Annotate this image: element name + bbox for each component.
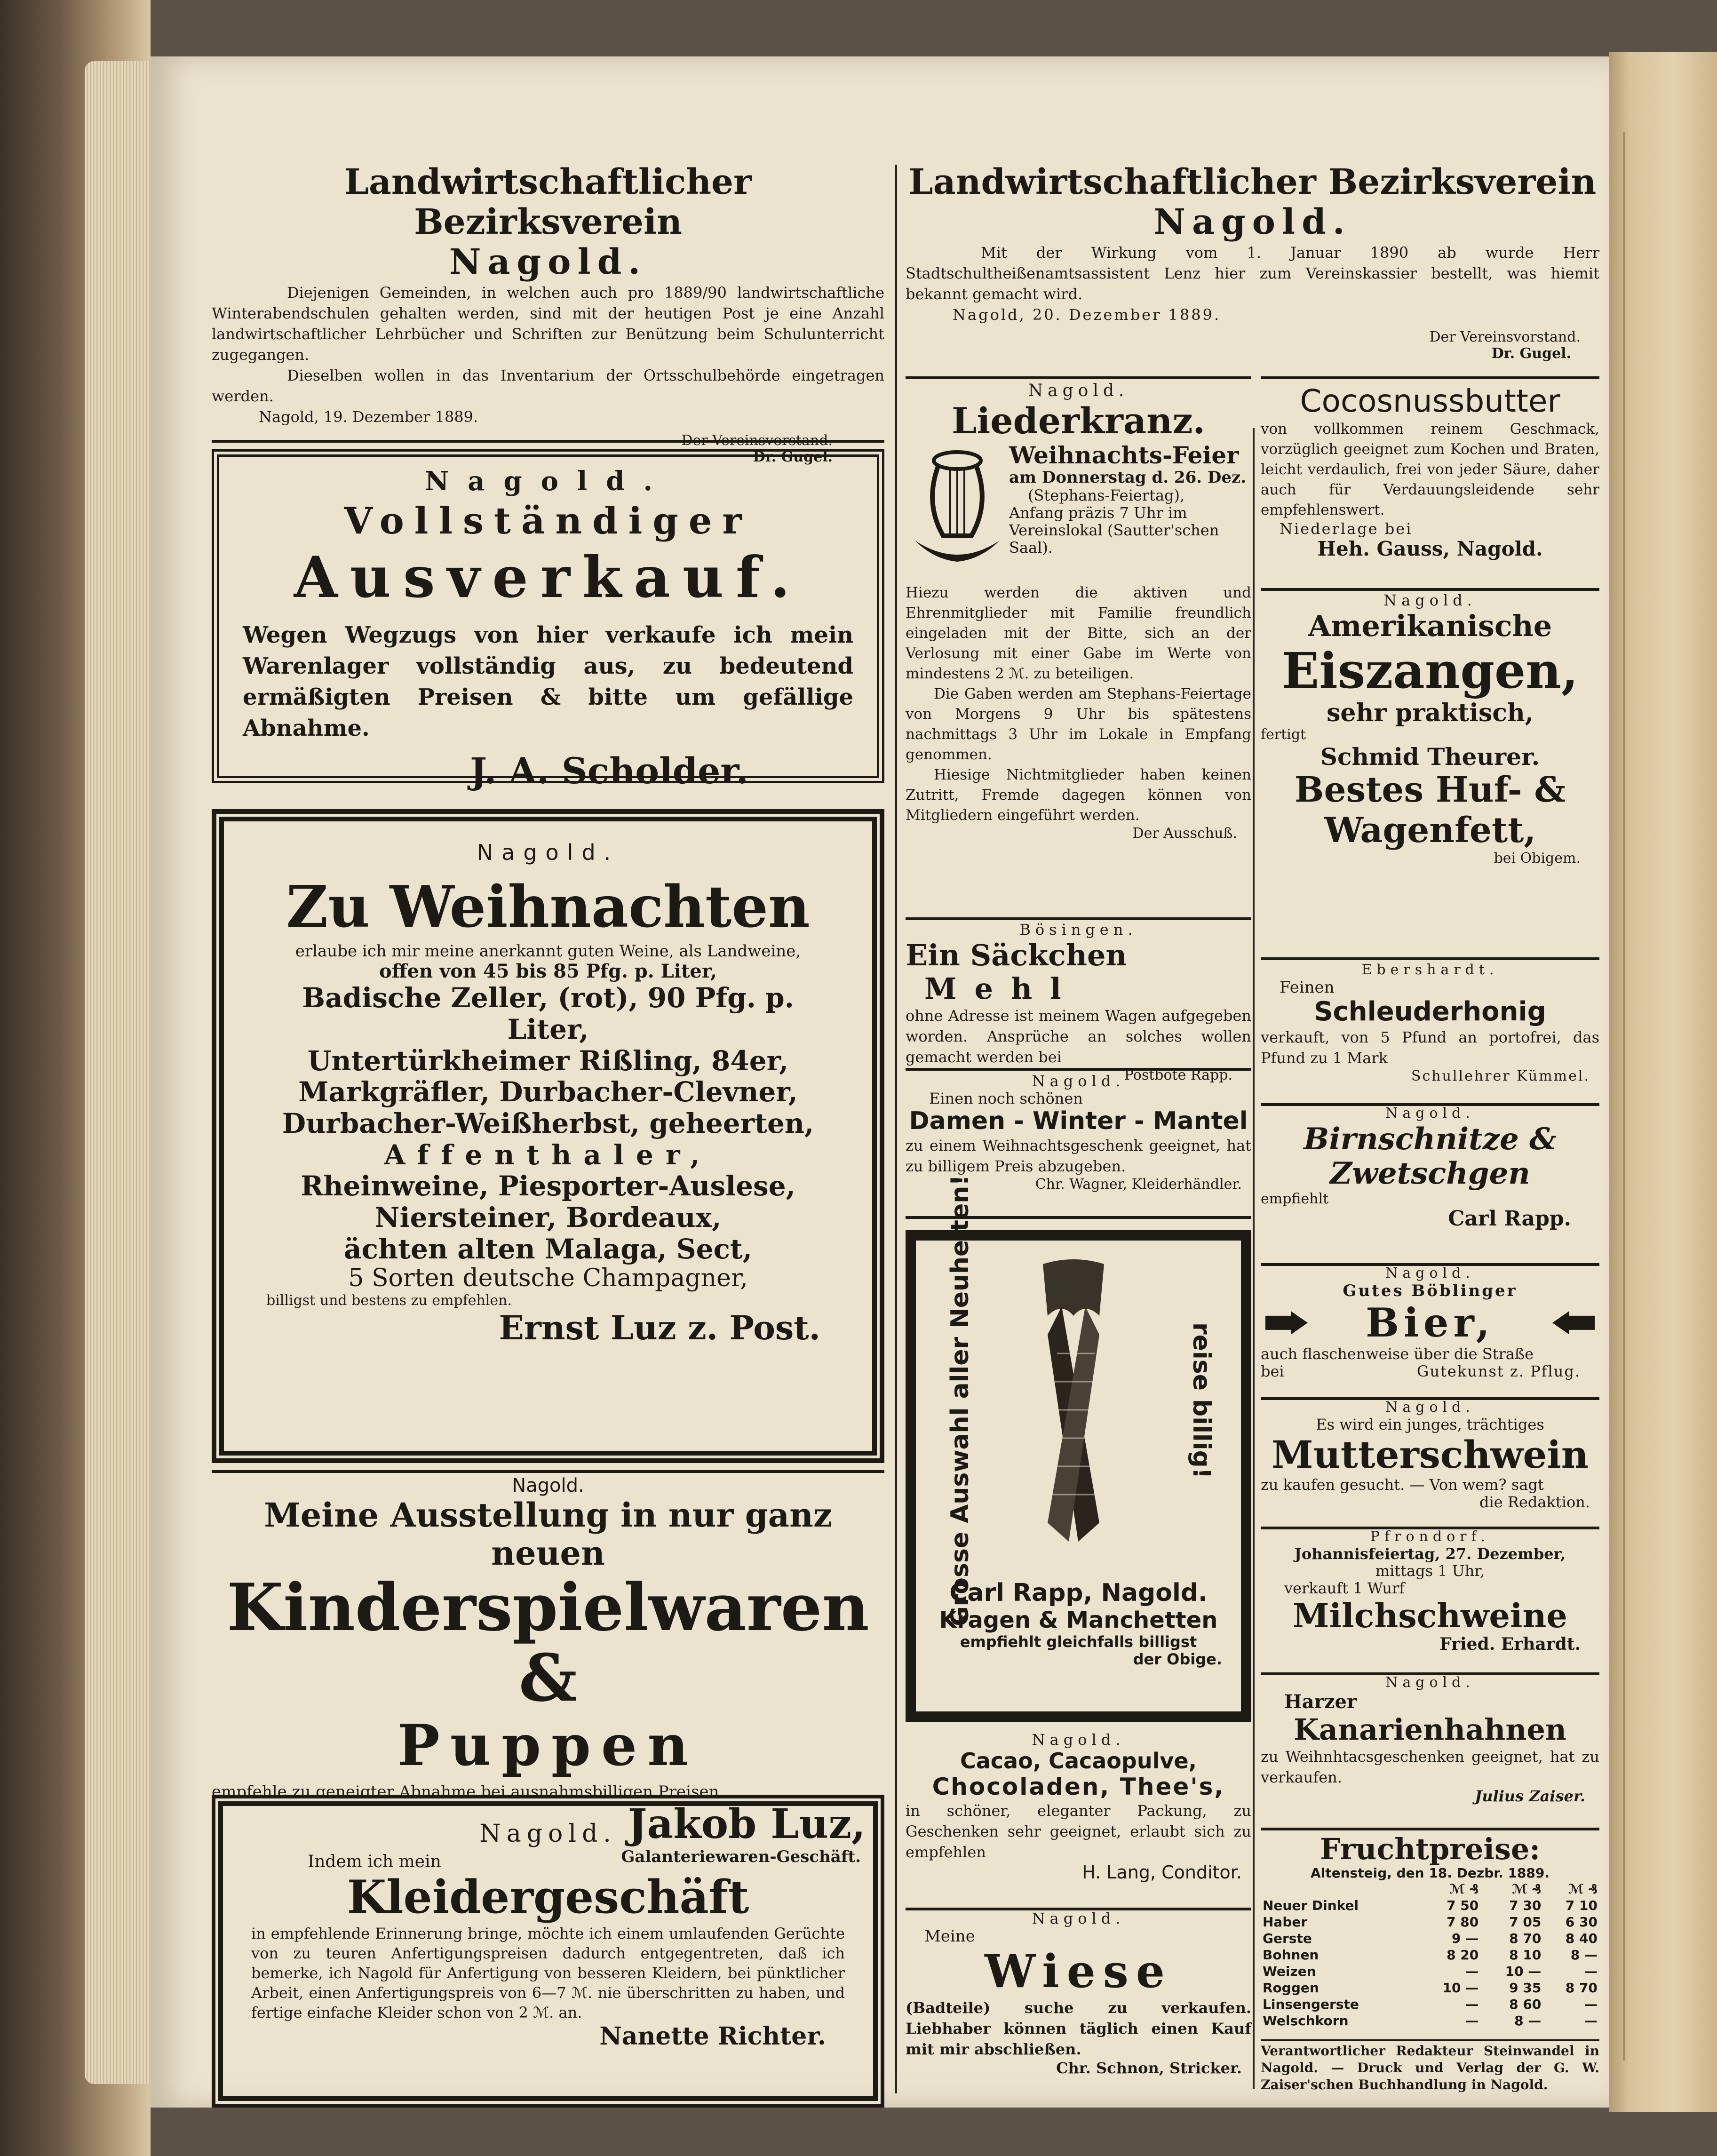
divider	[1261, 2039, 1599, 2041]
ad-signature-role: Der Vereinsvorstand.	[681, 432, 833, 449]
price-low: 8 40	[1565, 1931, 1598, 1947]
ad-bezirksverein-1	[212, 162, 884, 465]
ad-town: Nagold.	[1032, 1072, 1125, 1090]
ad-text: Amerikanische	[1308, 608, 1552, 643]
ad-text: empfehle zu geneigter Abnahme bei ausnahmsbilligen Preisen.	[212, 1782, 724, 1801]
ad-signature-role: Der Vereinsvorstand.	[1429, 329, 1581, 345]
wine-item: Affenthaler,	[384, 1138, 712, 1171]
table-row	[1261, 2013, 1599, 2029]
price-mid: 9 35	[1509, 1980, 1542, 1996]
divider	[212, 440, 884, 443]
ad-text: Feinen	[1280, 978, 1335, 997]
ad-text: zu kaufen gesucht. — Von wem? sagt	[1261, 1476, 1544, 1494]
grain-name: Gerste	[1263, 1931, 1312, 1947]
ad-title: Bier,	[1366, 1299, 1494, 1346]
ad-town: Nagold.	[1385, 1265, 1475, 1281]
price-mid: 8 —	[1514, 2013, 1542, 2029]
wine-item: 5 Sorten deutsche Champagner,	[348, 1264, 748, 1293]
ad-text: der Obige.	[1133, 1650, 1222, 1668]
ad-text: die Redaktion.	[1479, 1493, 1590, 1512]
ad-town: Nagold.	[479, 1820, 617, 1848]
ad-text: Saal).	[1009, 538, 1053, 557]
ad-merchant: Carl Rapp, Nagold.	[949, 1579, 1208, 1607]
scarf-illustration	[1029, 1259, 1118, 1546]
price-mid: 10 —	[1505, 1964, 1542, 1980]
ad-signature: H. Lang, Conditor.	[1082, 1862, 1242, 1883]
ad-side-text: Grosse Auswahl aller Neuheiten!	[946, 1174, 975, 1627]
ad-signature: Postbote Rapp.	[1124, 1067, 1232, 1084]
price-mid: 7 30	[1509, 1898, 1542, 1914]
ad-text: (Stephans-Feiertag),	[1028, 486, 1185, 505]
ad-town: Nagold.	[512, 1475, 584, 1496]
ad-text: empfiehlt	[1261, 1190, 1329, 1207]
ad-schleuderhonig	[1261, 962, 1599, 1084]
column-rule	[1253, 428, 1255, 2089]
ad-title: Kanarienhahnen	[1294, 1712, 1566, 1747]
fruchtpreise-table	[1261, 1832, 1599, 2029]
table-row	[1261, 1996, 1599, 2013]
price-low: 8 70	[1565, 1980, 1598, 1996]
ad-text: Niederlage bei	[1280, 519, 1413, 538]
table-header-row	[1261, 1881, 1599, 1897]
pointing-hand-icon	[1552, 1311, 1595, 1335]
ad-signature: Der Ausschuß.	[1132, 825, 1237, 842]
divider	[906, 1068, 1251, 1071]
ad-text: Es wird ein junges, trächtiges	[1316, 1415, 1544, 1433]
ad-text: Indem ich mein	[308, 1852, 441, 1871]
ad-text: Diejenigen Gemeinden, in welchen auch pro 1889/90 landwirtschaftliche Winterabendschulen gehalten werden, sind mit der heutigen Post je eine Anzahl landwirtschaftlicher Lehrbücher und Schriften zur Benützung beim Schulunterricht zugegangen.	[212, 284, 884, 364]
wine-item: Untertürkheimer Rißling, 84er,	[307, 1044, 789, 1077]
price-high: 10 —	[1442, 1980, 1479, 1996]
divider	[1261, 957, 1599, 960]
ad-signature: Schullehrer Kümmel.	[1411, 1067, 1590, 1084]
ad-text: am Donnerstag d. 26. Dez.	[1009, 468, 1247, 487]
ad-birnschnitze	[1261, 1106, 1599, 1231]
ad-text: sehr praktisch,	[1327, 698, 1534, 727]
ad-title: Bestes Huf- &	[1294, 770, 1566, 811]
ad-title: Landwirtschaftlicher Bezirksverein	[908, 162, 1597, 202]
ad-title: Kleidergeschäft	[347, 1870, 749, 1924]
ad-bezirksverein-2-signature	[1261, 329, 1599, 362]
ad-title: Zwetschgen	[1330, 1156, 1530, 1192]
price-high: 7 50	[1447, 1898, 1479, 1914]
grain-name: Neuer Dinkel	[1263, 1898, 1359, 1914]
price-low: 7 10	[1565, 1898, 1598, 1914]
imprint-text: Verantwortlicher Redakteur Steinwandel in Nagold. — Druck und Verlag der G. W. Zaiser'schen Buchhandlung in Nagold.	[1261, 2043, 1599, 2092]
ad-text: Vereinslokal (Sautter'schen	[1009, 521, 1219, 539]
ad-town: Nagold.	[1032, 1731, 1125, 1749]
ad-title: Damen - Winter - Mantel	[909, 1106, 1248, 1135]
price-high: 8 20	[1447, 1947, 1479, 1963]
wine-item: Niersteiner, Bordeaux,	[374, 1201, 722, 1234]
ad-title: Liederkranz.	[951, 400, 1205, 442]
column-rule	[895, 165, 897, 2093]
price-mid: 8 10	[1509, 1947, 1542, 1963]
pointing-hand-icon	[1265, 1311, 1308, 1335]
price-low: —	[1584, 1997, 1598, 2013]
ad-mehl	[906, 921, 1251, 1084]
ad-text: auch flaschenweise über die Straße	[1261, 1345, 1534, 1363]
ad-milchschweine	[1261, 1529, 1599, 1655]
ad-text: Meine Ausstellung in nur ganz neuen	[264, 1496, 832, 1573]
ad-text: Hiezu werden die aktiven und Ehrenmitglieder mit Familie freundlich eingeladen mit der Bitte, sich an der Verlosung mit einer Gabe im Werte von mindestens 2 ℳ. zu beteiligen.	[906, 584, 1251, 682]
price-low: 8 —	[1570, 1947, 1598, 1963]
page-edges	[85, 61, 160, 2084]
ad-town: Nagold.	[449, 242, 647, 283]
grain-name: Weizen	[1263, 1964, 1316, 1980]
ad-side-text: reise billig!	[1187, 1322, 1216, 1479]
ad-text: in empfehlende Erinnerung bringe, möchte ich einem umlaufenden Gerüchte von zu teuren Anfertigungspreisen dadurch entgegentreten, daß ich bemerke, ich Nagold für Anfertigung von besseren Kleidern, bei pünktlicher Arbeit, einen Anfertigungspreis von 6—7 ℳ. nie überschritten zu haben, und fertige einfache Kleider schon von 2 ℳ. an.	[251, 1924, 845, 2021]
ad-signature-name: Dr. Gugel.	[1491, 345, 1571, 362]
ad-merchant: Gutekunst z. Pflug.	[1416, 1362, 1581, 1380]
ad-eiszangen	[1261, 592, 1599, 867]
grain-name: Welschkorn	[1263, 2013, 1349, 2029]
grain-name: Bohnen	[1263, 1947, 1319, 1963]
divider	[1261, 588, 1599, 591]
ad-merchant: Schmid Theurer.	[1320, 742, 1540, 771]
ad-bier	[1261, 1265, 1599, 1380]
ad-signature-name: Dr. Gugel.	[753, 448, 833, 465]
ad-liederkranz	[906, 381, 1251, 842]
divider	[212, 1470, 884, 1473]
price-low: 6 30	[1565, 1914, 1598, 1930]
ad-signature: Chr. Wagner, Kleiderhändler.	[1035, 1176, 1242, 1193]
ad-text: verkauft 1 Wurf	[1284, 1579, 1405, 1598]
ad-subtitle: Weihnachts-Feier	[1009, 441, 1239, 469]
imprint	[1261, 2043, 1599, 2093]
ad-title: Schleuderhonig	[1314, 996, 1546, 1027]
ad-title: Chocoladen, Thee's,	[932, 1773, 1225, 1800]
ad-text: Mit der Wirkung vom 1. Januar 1890 ab wurde Herr Stadtschultheißenamtsassistent Lenz hier zum Vereinskassier bestellt, was hiemit bekannt gemacht wird.	[906, 244, 1599, 303]
ad-mutterschwein	[1261, 1400, 1599, 1511]
column-header: ℳ ₰	[1511, 1881, 1542, 1897]
price-table	[1261, 1881, 1599, 2029]
ad-title: Birnschnitze &	[1304, 1121, 1557, 1157]
ad-weihnachten-weine	[212, 809, 884, 1463]
table-subtitle: Altensteig, den 18. Dezbr. 1889.	[1310, 1865, 1550, 1881]
ad-cacao	[906, 1731, 1251, 1883]
ad-text: (Badteile) suche zu verkaufen. Liebhaber können täglich einen Kauf mit mir abschließen.	[906, 1999, 1251, 2059]
ad-ausverkauf	[212, 449, 884, 792]
price-high: —	[1465, 1964, 1479, 1980]
wine-item: ächten alten Malaga, Sect,	[344, 1233, 752, 1265]
ad-date: Nagold, 20. Dezember 1889.	[953, 306, 1221, 324]
divider	[1261, 1828, 1599, 1830]
ad-merchant: Nanette Richter.	[599, 2021, 826, 2051]
ad-merchant: Heh. Gauss, Nagold.	[1317, 537, 1543, 560]
price-low: —	[1584, 2013, 1598, 2029]
ad-text: Meine	[924, 1926, 975, 1946]
ad-town: Nagold.	[1153, 202, 1351, 243]
ad-title-mehl: Mehl	[924, 971, 1079, 1006]
ad-wiese	[906, 1910, 1251, 2077]
ad-text: ohne Adresse ist meinem Wagen aufgegeben worden. Ansprüche an solches wollen gemacht werden bei	[906, 1007, 1251, 1066]
ad-text: fertigt	[1261, 726, 1306, 743]
ad-text: Dieselben wollen in das Inventarium der Ortsschulbehörde eingetragen werden.	[212, 366, 884, 406]
ad-town: Pfrondorf.	[1370, 1528, 1490, 1545]
table-row	[1261, 1947, 1599, 1963]
ad-kleidergeschaeft	[212, 1795, 884, 2108]
ad-signature: Fried. Erhardt.	[1439, 1634, 1581, 1655]
price-high: 7 80	[1447, 1914, 1479, 1930]
ad-text: zu Weihnhtacsgeschenken geeignet, hat zu verkaufen.	[1261, 1747, 1599, 1786]
grain-name: Roggen	[1263, 1980, 1319, 1996]
ad-text: Johannisfeiertag, 27. Dezember,	[1294, 1544, 1566, 1563]
wine-item: Markgräfler, Durbacher-Clevner,	[298, 1076, 798, 1108]
table-row	[1261, 1930, 1599, 1947]
table-row	[1261, 1897, 1599, 1914]
ad-title: Eiszangen,	[1281, 642, 1579, 700]
ad-text: Harzer	[1284, 1690, 1357, 1713]
ad-title: Kinderspielwaren &	[227, 1569, 869, 1716]
grain-name: Linsengerste	[1263, 1997, 1359, 2013]
ad-signature: Chr. Schnon, Stricker.	[1056, 2059, 1242, 2077]
ad-text: billigst und bestens zu empfehlen.	[266, 1292, 512, 1309]
price-mid: 7 05	[1509, 1914, 1542, 1930]
ad-title: Puppen	[397, 1712, 699, 1779]
ad-town: Bösingen.	[1019, 921, 1137, 939]
ad-town: Nagold.	[1385, 1399, 1475, 1416]
column-header: ℳ ₰	[1449, 1881, 1479, 1897]
ad-text: Gutes Böblinger	[1343, 1281, 1518, 1300]
table-row	[1261, 1980, 1599, 1996]
ad-text: in schöner, eleganter Packung, zu Geschenken sehr geeignet, erlaubt sich zu empfehlen	[906, 1802, 1251, 1862]
ad-merchant: Ernst Luz z. Post.	[499, 1308, 820, 1347]
ad-text: bei Obigem.	[1494, 850, 1581, 867]
ad-title: Cocosnussbutter	[1300, 383, 1560, 419]
divider	[906, 917, 1251, 920]
wine-item: Rheinweine, Piesporter-Auslese,	[301, 1170, 795, 1202]
ad-kanarienhahnen	[1261, 1675, 1599, 1805]
ad-subtitle: Vollständiger	[344, 500, 752, 543]
price-high: 9 —	[1452, 1931, 1479, 1947]
wine-item: Badische Zeller, (rot), 90 Pfg. p. Liter,	[302, 982, 794, 1045]
price-high: —	[1465, 1997, 1479, 2013]
next-page-edge	[1609, 52, 1717, 2112]
ad-signature: Julius Zaiser.	[1475, 1787, 1585, 1805]
divider	[1261, 376, 1599, 379]
table-row	[1261, 1914, 1599, 1930]
grain-name: Haber	[1263, 1914, 1308, 1930]
ad-town: Nagold.	[1385, 1105, 1475, 1122]
price-low: —	[1584, 1964, 1598, 1980]
ad-title: Landwirtschaftlicher Bezirksverein	[344, 162, 752, 243]
ad-text: erlaube ich mir meine anerkannt guten Weine, als Landweine,	[295, 942, 801, 961]
divider	[906, 376, 1251, 379]
price-mid: 8 70	[1509, 1931, 1542, 1947]
ad-town: Nagold.	[425, 466, 671, 497]
ad-text: Wegen Wegzugs von hier verkaufe ich mein Warenlager vollständig aus, zu bedeutend ermäßigten Preisen & bitte um gefällige Abnahme.	[243, 622, 853, 742]
ad-text: zu einem Weihnachtsgeschenk geeignet, hat zu billigem Preis abzugeben.	[906, 1137, 1251, 1176]
ad-merchant: Jakob Luz,	[628, 1800, 866, 1848]
ad-text: empfiehlt gleichfalls billigst	[960, 1632, 1197, 1651]
ad-title: Ausverkauf.	[294, 544, 803, 611]
column-header: ℳ ₰	[1568, 1881, 1598, 1897]
table-title: Fruchtpreise:	[1320, 1832, 1541, 1866]
ad-text: verkauft, von 5 Pfund an portofrei, das Pfund zu 1 Mark	[1261, 1028, 1599, 1067]
ad-merchant-sub: Galanteriewaren-Geschäft.	[621, 1847, 861, 1866]
ad-town: Ebershardt.	[1361, 962, 1499, 978]
ad-cocosnussbutter	[1261, 383, 1599, 560]
ad-title: Cacao, Cacaopulve,	[960, 1748, 1197, 1774]
ad-title: Zu Weihnachten	[286, 872, 810, 940]
ad-bezirksverein-2	[906, 162, 1599, 325]
ad-title: Milchschweine	[1293, 1596, 1567, 1635]
ad-text: Anfang präzis 7 Uhr im	[1009, 504, 1187, 522]
price-mid: 8 60	[1509, 1997, 1542, 2013]
ad-date: Nagold, 19. Dezember 1889.	[259, 408, 478, 426]
ad-merchant: Carl Rapp.	[1448, 1207, 1571, 1231]
ad-merchant: J. A. Scholder.	[470, 750, 748, 792]
ad-title: Ein Säckchen	[906, 938, 1127, 972]
ad-town: Nagold.	[1383, 591, 1477, 609]
ad-town: Nagold.	[477, 840, 620, 865]
ad-title: Mutterschwein	[1272, 1432, 1589, 1477]
ad-town: Nagold.	[1028, 381, 1129, 400]
ad-text: bei	[1261, 1362, 1284, 1380]
ad-text: Kragen & Manchetten	[939, 1607, 1218, 1633]
ad-title: Wiese	[985, 1944, 1172, 1998]
ad-text: Die Gaben werden am Stephans-Feiertage von Morgens 9 Uhr bis spätestens nachmittags 3 Uhr im Lokale in Empfang genommen.	[906, 685, 1251, 763]
ad-title: Wagenfett,	[1324, 810, 1536, 851]
ad-town: Nagold.	[1032, 1909, 1125, 1927]
lyre-icon	[910, 446, 1004, 569]
ad-town: Nagold.	[1385, 1674, 1475, 1691]
price-high: —	[1465, 2013, 1479, 2029]
ad-text: Einen noch schönen	[929, 1089, 1083, 1107]
wine-item: Durbacher-Weißherbst, geheerten,	[282, 1107, 814, 1140]
table-row	[1261, 1963, 1599, 1980]
ad-text: offen von 45 bis 85 Pfg. p. Liter,	[379, 960, 717, 983]
ad-text: von vollkommen reinem Geschmack, vorzüglich geeignet zum Kochen und Braten, leicht verdaulich, frei von jeder Säure, daher auch für Verdauungsleidende sehr empfehlenswert.	[1261, 420, 1599, 518]
ad-text: mittags 1 Uhr,	[1375, 1562, 1485, 1580]
newspaper-page	[151, 56, 1609, 2108]
ad-text: Hiesige Nichtmitglieder haben keinen Zutritt, Fremde dagegen können von Mitgliedern eingeführt werden.	[906, 766, 1251, 824]
